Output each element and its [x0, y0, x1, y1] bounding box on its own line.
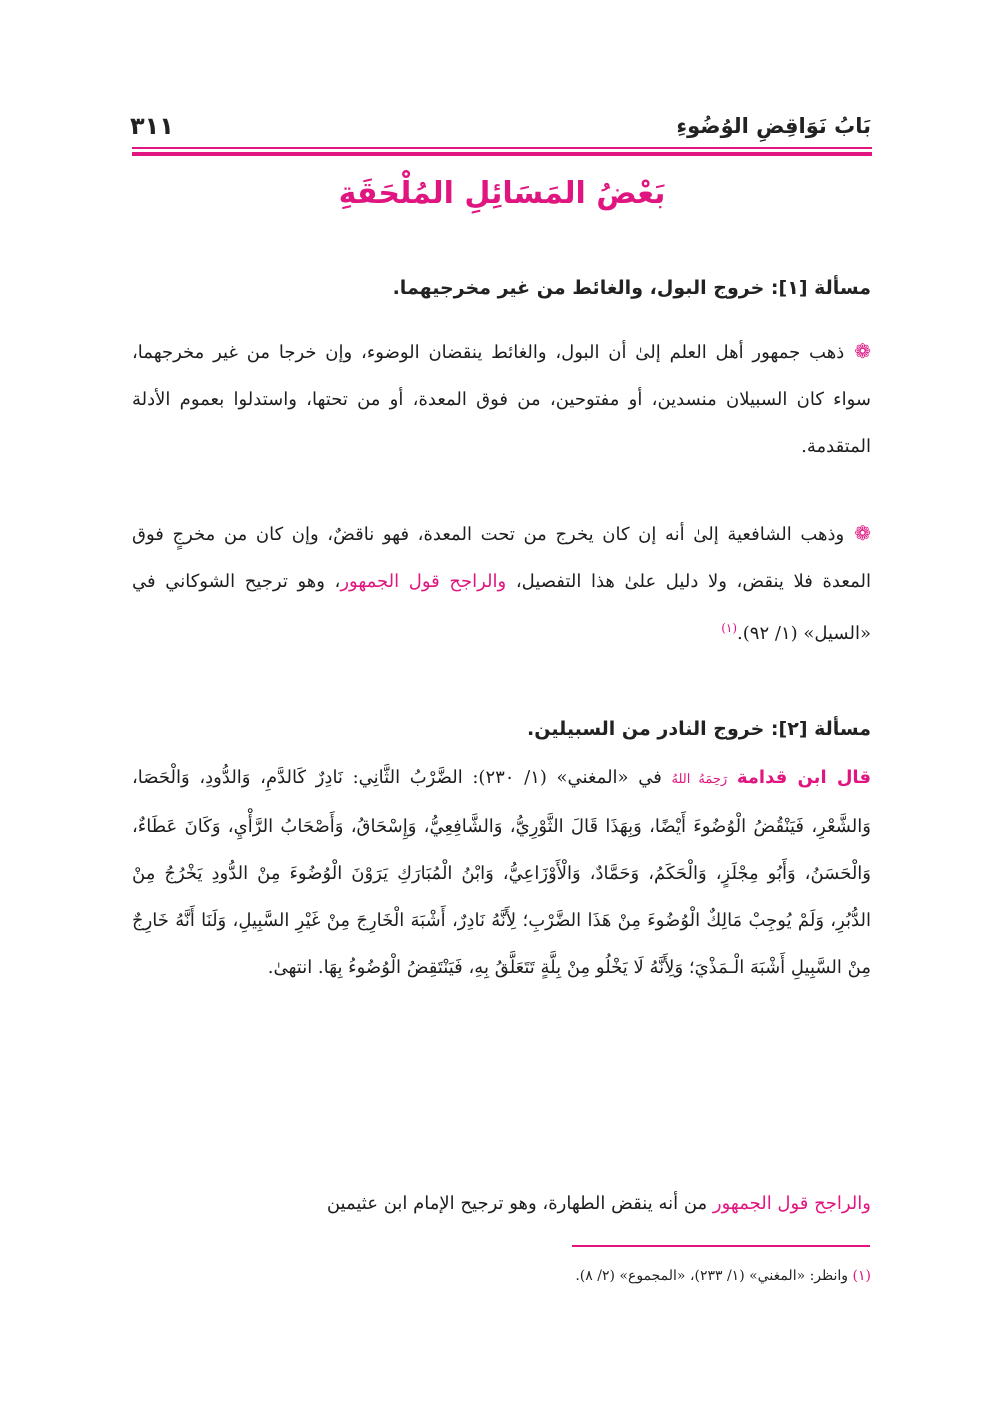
footnote-text: وانظر: «المغني» (١/ ٢٣٣)، «المجموع» (٢/ ٨). — [575, 1268, 849, 1284]
paragraph-4-text: من أنه ينقض الطهارة، وهو ترجيح الإمام ابن عثيمين — [326, 1193, 708, 1214]
honorific-mark: رَحِمَهُ اللهُ — [671, 772, 728, 787]
flower-bullet-icon: ❁ — [854, 339, 871, 363]
paragraph-2 — [132, 510, 871, 657]
header-divider-thick — [132, 152, 872, 156]
quote-attribution: قال ابن قدامة — [736, 767, 871, 788]
footnote-mark: (١) — [852, 1268, 871, 1284]
question-2-label: مسألة [٢]: — [770, 718, 871, 740]
paragraph-1 — [132, 328, 871, 470]
running-header-title: بَابُ نَوَاقِضِ الوُضُوءِ — [676, 114, 871, 138]
question-2-title: خروج النادر من السبيلين. — [527, 718, 765, 740]
quote-text: في «المغني» (١/ ٢٣٠): الضَّرْبُ الثَّانِي: نَادِرٌ كَالدَّمِ، وَالدُّودِ، وَالْحَصَا، وَالشَّعْرِ، فَيَنْقُضُ الْوُضُوءَ أَيْضًا، وَبِهَذَا قَالَ الثَّوْرِيُّ، وَالشَّافِعِيُّ، وَإِسْحَاقُ، وَأَصْحَابُ الرَّأْيِ، وَكَانَ عَطَاءٌ، وَالْحَسَنُ، وَأَبُو مِجْلَزٍ، وَالْحَكَمُ، وَحَمَّادٌ، وَالْأَوْزَاعِيُّ، وَابْنُ الْمُبَارَكِ يَرَوْنَ الْوُضُوءَ مِنْ الدُّودِ يَخْرُجُ مِنْ الدُّبُرِ، وَلَمْ يُوجِبْ مَالِكٌ الْوُضُوءَ مِنْ هَذَا الضَّرْبِ؛ لِأَنَّهُ نَادِرٌ، أَشْبَهَ الْخَارِجَ مِنْ غَيْرِ السَّبِيلِ، وَلَنَا أَنَّهُ خَارِجٌ مِنْ السَّبِيلِ أَشْبَهَ الْـمَذْيَ؛ وَلِأَنَّهُ لَا يَخْلُو مِنْ بِلَّةٍ تَتَعَلَّقُ بِهِ، فَيَنْتَقِضُ الْوُضُوءُ بِهَا. انتهىٰ. — [132, 767, 871, 978]
footnote-divider — [572, 1245, 870, 1247]
section-title: بَعْضُ المَسَائِلِ المُلْحَقَةِ — [338, 176, 666, 211]
preferred-opinion-highlight-2: والراجح قول الجمهور — [712, 1193, 871, 1214]
question-1-heading — [131, 277, 871, 299]
paragraph-1-text: ذهب جمهور أهل العلم إلىٰ أن البول، والغائط ينقضان الوضوء، وإن خرجا من غير مخرجهما، سواء كان السبيلان منسدين، أو مفتوحين، من فوق المعدة، أو من تحتها، واستدلوا بعموم الأدلة المتقدمة. — [132, 342, 871, 457]
paragraph-3-quote — [132, 754, 871, 991]
question-1-label: مسألة [١]: — [770, 277, 871, 299]
footnote — [575, 1268, 871, 1284]
paragraph-2-tail: ، وهو ترجيح الشوكاني في «السيل» (١/ ٩٢). — [132, 571, 871, 644]
paragraph-4 — [132, 1180, 871, 1227]
flower-bullet-icon: ❁ — [854, 521, 871, 545]
header-divider-thin — [132, 147, 872, 149]
page-number: ٣١١ — [130, 112, 174, 140]
question-1-title: خروج البول، والغائط من غير مخرجيهما. — [392, 277, 765, 299]
paragraph-2-text: وذهب الشافعية إلىٰ أنه إن كان يخرج من تحت المعدة، فهو ناقضٌ، وإن كان من مخرجٍ فوق المعدة فلا ينقض، ولا دليل علىٰ هذا التفصيل، — [132, 524, 871, 592]
footnote-reference[interactable]: (١) — [721, 621, 738, 635]
question-2-heading — [131, 718, 871, 740]
preferred-opinion-highlight: والراجح قول الجمهور — [340, 571, 507, 592]
